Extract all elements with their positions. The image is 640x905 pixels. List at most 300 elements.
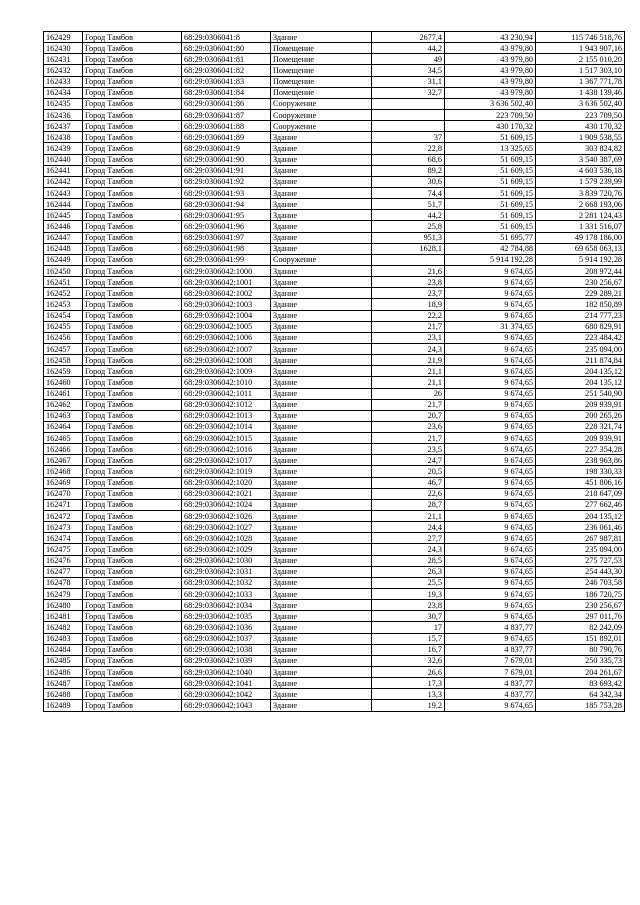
table-row xyxy=(44,221,625,232)
area-cell: 21,1 xyxy=(372,377,445,388)
table-row xyxy=(44,555,625,566)
city-cell: Город Тамбов xyxy=(83,199,182,210)
row-id-cell: 162455 xyxy=(44,321,83,332)
specific-value-cell: 9 674,65 xyxy=(445,566,536,577)
table-row xyxy=(44,232,625,243)
city-cell: Город Тамбов xyxy=(83,455,182,466)
cadastral-value-cell: 303 824,82 xyxy=(536,143,625,154)
cadastral-number-cell: 68:29:0306042:1021 xyxy=(182,488,271,499)
specific-value-cell: 9 674,65 xyxy=(445,421,536,432)
city-cell: Город Тамбов xyxy=(83,410,182,421)
city-cell: Город Тамбов xyxy=(83,388,182,399)
specific-value-cell: 51 609,15 xyxy=(445,132,536,143)
area-cell: 34,5 xyxy=(372,65,445,76)
object-type-cell: Здание xyxy=(271,444,372,455)
row-id-cell: 162489 xyxy=(44,700,83,711)
area-cell: 951,3 xyxy=(372,232,445,243)
table-row xyxy=(44,633,625,644)
row-id-cell: 162460 xyxy=(44,377,83,388)
table-row xyxy=(44,499,625,510)
area-cell: 21,1 xyxy=(372,511,445,522)
city-cell: Город Тамбов xyxy=(83,43,182,54)
cadastral-value-cell: 223 709,50 xyxy=(536,109,625,120)
specific-value-cell: 9 674,65 xyxy=(445,633,536,644)
area-cell: 32,7 xyxy=(372,87,445,98)
specific-value-cell: 42 784,88 xyxy=(445,243,536,254)
city-cell: Город Тамбов xyxy=(83,499,182,510)
specific-value-cell: 223 709,50 xyxy=(445,109,536,120)
table-row xyxy=(44,600,625,611)
cadastral-number-cell: 68:29:0306042:1024 xyxy=(182,499,271,510)
row-id-cell: 162436 xyxy=(44,109,83,120)
table-row xyxy=(44,577,625,588)
cadastral-value-cell: 80 790,76 xyxy=(536,644,625,655)
cadastral-value-cell: 250 335,73 xyxy=(536,655,625,666)
city-cell: Город Тамбов xyxy=(83,109,182,120)
cadastral-number-cell: 68:29:0306042:1003 xyxy=(182,299,271,310)
table-row xyxy=(44,199,625,210)
table-row xyxy=(44,132,625,143)
city-cell: Город Тамбов xyxy=(83,321,182,332)
row-id-cell: 162443 xyxy=(44,187,83,198)
object-type-cell: Здание xyxy=(271,32,372,43)
city-cell: Город Тамбов xyxy=(83,310,182,321)
cadastral-number-cell: 68:29:0306041:89 xyxy=(182,132,271,143)
cadastral-number-cell: 68:29:0306041:99 xyxy=(182,254,271,265)
city-cell: Город Тамбов xyxy=(83,433,182,444)
table-row xyxy=(44,477,625,488)
cadastral-number-cell: 68:29:0306042:1032 xyxy=(182,577,271,588)
row-id-cell: 162445 xyxy=(44,210,83,221)
cadastral-value-cell: 2 668 193,06 xyxy=(536,199,625,210)
cadastral-number-cell: 68:29:0306041:91 xyxy=(182,165,271,176)
cadastral-value-cell: 185 753,28 xyxy=(536,700,625,711)
object-type-cell: Здание xyxy=(271,221,372,232)
area-cell: 24,4 xyxy=(372,522,445,533)
specific-value-cell: 51 695,77 xyxy=(445,232,536,243)
city-cell: Город Тамбов xyxy=(83,421,182,432)
object-type-cell: Здание xyxy=(271,488,372,499)
table-row xyxy=(44,65,625,76)
specific-value-cell: 9 674,65 xyxy=(445,399,536,410)
specific-value-cell: 51 609,15 xyxy=(445,165,536,176)
specific-value-cell: 9 674,65 xyxy=(445,288,536,299)
city-cell: Город Тамбов xyxy=(83,589,182,600)
specific-value-cell: 43 979,80 xyxy=(445,76,536,87)
table-row xyxy=(44,511,625,522)
table-row xyxy=(44,121,625,132)
specific-value-cell: 43 979,80 xyxy=(445,87,536,98)
table-row xyxy=(44,700,625,711)
cadastral-value-cell: 200 265,26 xyxy=(536,410,625,421)
area-cell: 19,3 xyxy=(372,589,445,600)
object-type-cell: Здание xyxy=(271,466,372,477)
area-cell: 16,7 xyxy=(372,644,445,655)
area-cell: 30,6 xyxy=(372,176,445,187)
area-cell: 15,7 xyxy=(372,633,445,644)
object-type-cell: Здание xyxy=(271,555,372,566)
row-id-cell: 162469 xyxy=(44,477,83,488)
object-type-cell: Здание xyxy=(271,577,372,588)
cadastral-number-cell: 68:29:0306042:1042 xyxy=(182,689,271,700)
cadastral-value-cell: 227 354,28 xyxy=(536,444,625,455)
object-type-cell: Здание xyxy=(271,176,372,187)
area-cell: 21,1 xyxy=(372,366,445,377)
object-type-cell: Здание xyxy=(271,321,372,332)
cadastral-number-cell: 68:29:0306042:1016 xyxy=(182,444,271,455)
cadastral-value-cell: 1 331 516,07 xyxy=(536,221,625,232)
city-cell: Город Тамбов xyxy=(83,444,182,455)
specific-value-cell: 9 674,65 xyxy=(445,533,536,544)
specific-value-cell: 9 674,65 xyxy=(445,499,536,510)
cadastral-value-cell: 82 242,09 xyxy=(536,622,625,633)
area-cell: 23,7 xyxy=(372,288,445,299)
cadastral-value-table xyxy=(43,31,625,712)
cadastral-number-cell: 68:29:0306042:1040 xyxy=(182,667,271,678)
city-cell: Город Тамбов xyxy=(83,187,182,198)
cadastral-number-cell: 68:29:0306042:1006 xyxy=(182,332,271,343)
city-cell: Город Тамбов xyxy=(83,176,182,187)
object-type-cell: Сооружение xyxy=(271,254,372,265)
cadastral-number-cell: 68:29:0306041:87 xyxy=(182,109,271,120)
row-id-cell: 162452 xyxy=(44,288,83,299)
specific-value-cell: 9 674,65 xyxy=(445,477,536,488)
cadastral-value-cell: 218 647,09 xyxy=(536,488,625,499)
cadastral-number-cell: 68:29:0306041:86 xyxy=(182,98,271,109)
cadastral-value-cell: 115 746 518,76 xyxy=(536,32,625,43)
city-cell: Город Тамбов xyxy=(83,265,182,276)
area-cell: 31,1 xyxy=(372,76,445,87)
cadastral-value-cell: 2 281 124,43 xyxy=(536,210,625,221)
city-cell: Город Тамбов xyxy=(83,332,182,343)
row-id-cell: 162447 xyxy=(44,232,83,243)
table-row xyxy=(44,522,625,533)
table-row xyxy=(44,444,625,455)
table-row xyxy=(44,421,625,432)
specific-value-cell: 3 636 502,40 xyxy=(445,98,536,109)
object-type-cell: Помещение xyxy=(271,43,372,54)
cadastral-number-cell: 68:29:0306042:1001 xyxy=(182,277,271,288)
cadastral-number-cell: 68:29:0306041:98 xyxy=(182,243,271,254)
specific-value-cell: 9 674,65 xyxy=(445,522,536,533)
cadastral-number-cell: 68:29:0306042:1008 xyxy=(182,355,271,366)
table-row xyxy=(44,566,625,577)
cadastral-value-cell: 228 321,74 xyxy=(536,421,625,432)
object-type-cell: Здание xyxy=(271,689,372,700)
cadastral-value-cell: 297 011,76 xyxy=(536,611,625,622)
row-id-cell: 162475 xyxy=(44,544,83,555)
cadastral-number-cell: 68:29:0306042:1029 xyxy=(182,544,271,555)
row-id-cell: 162444 xyxy=(44,199,83,210)
specific-value-cell: 4 837,77 xyxy=(445,622,536,633)
specific-value-cell: 9 674,65 xyxy=(445,410,536,421)
specific-value-cell: 9 674,65 xyxy=(445,589,536,600)
row-id-cell: 162466 xyxy=(44,444,83,455)
city-cell: Город Тамбов xyxy=(83,399,182,410)
object-type-cell: Здание xyxy=(271,154,372,165)
row-id-cell: 162438 xyxy=(44,132,83,143)
specific-value-cell: 51 609,15 xyxy=(445,199,536,210)
table-row xyxy=(44,243,625,254)
city-cell: Город Тамбов xyxy=(83,143,182,154)
object-type-cell: Сооружение xyxy=(271,98,372,109)
cadastral-value-cell: 204 135,12 xyxy=(536,511,625,522)
row-id-cell: 162462 xyxy=(44,399,83,410)
city-cell: Город Тамбов xyxy=(83,98,182,109)
object-type-cell: Сооружение xyxy=(271,109,372,120)
specific-value-cell: 9 674,65 xyxy=(445,299,536,310)
object-type-cell: Здание xyxy=(271,589,372,600)
cadastral-number-cell: 68:29:0306041:84 xyxy=(182,87,271,98)
object-type-cell: Помещение xyxy=(271,76,372,87)
cadastral-number-cell: 68:29:0306041:81 xyxy=(182,54,271,65)
cadastral-value-cell: 3 636 502,40 xyxy=(536,98,625,109)
cadastral-value-cell: 3 540 387,69 xyxy=(536,154,625,165)
area-cell: 32,6 xyxy=(372,655,445,666)
table-row xyxy=(44,254,625,265)
cadastral-value-cell: 2 155 010,20 xyxy=(536,54,625,65)
cadastral-value-cell: 238 963,86 xyxy=(536,455,625,466)
specific-value-cell: 7 679,01 xyxy=(445,667,536,678)
city-cell: Город Тамбов xyxy=(83,689,182,700)
cadastral-number-cell: 68:29:0306042:1004 xyxy=(182,310,271,321)
table-row xyxy=(44,355,625,366)
city-cell: Город Тамбов xyxy=(83,299,182,310)
object-type-cell: Здание xyxy=(271,655,372,666)
row-id-cell: 162468 xyxy=(44,466,83,477)
specific-value-cell: 9 674,65 xyxy=(445,455,536,466)
table-row xyxy=(44,667,625,678)
cadastral-number-cell: 68:29:0306041:83 xyxy=(182,76,271,87)
table-row xyxy=(44,410,625,421)
cadastral-number-cell: 68:29:0306041:92 xyxy=(182,176,271,187)
row-id-cell: 162476 xyxy=(44,555,83,566)
specific-value-cell: 9 674,65 xyxy=(445,511,536,522)
cadastral-number-cell: 68:29:0306041:90 xyxy=(182,154,271,165)
object-type-cell: Здание xyxy=(271,332,372,343)
object-type-cell: Здание xyxy=(271,700,372,711)
area-cell: 23,8 xyxy=(372,277,445,288)
table-row xyxy=(44,187,625,198)
city-cell: Город Тамбов xyxy=(83,678,182,689)
cadastral-value-cell: 208 972,44 xyxy=(536,265,625,276)
row-id-cell: 162454 xyxy=(44,310,83,321)
object-type-cell: Здание xyxy=(271,511,372,522)
table-row xyxy=(44,299,625,310)
city-cell: Город Тамбов xyxy=(83,655,182,666)
area-cell xyxy=(372,121,445,132)
object-type-cell: Здание xyxy=(271,377,372,388)
city-cell: Город Тамбов xyxy=(83,577,182,588)
table-row xyxy=(44,32,625,43)
cadastral-value-cell: 254 443,30 xyxy=(536,566,625,577)
specific-value-cell: 51 609,15 xyxy=(445,176,536,187)
cadastral-number-cell: 68:29:0306042:1005 xyxy=(182,321,271,332)
area-cell xyxy=(372,98,445,109)
cadastral-number-cell: 68:29:0306042:1013 xyxy=(182,410,271,421)
object-type-cell: Здание xyxy=(271,477,372,488)
object-type-cell: Здание xyxy=(271,199,372,210)
table-row xyxy=(44,622,625,633)
city-cell: Город Тамбов xyxy=(83,65,182,76)
row-id-cell: 162465 xyxy=(44,433,83,444)
cadastral-value-cell: 246 703,58 xyxy=(536,577,625,588)
area-cell: 2677,4 xyxy=(372,32,445,43)
row-id-cell: 162432 xyxy=(44,65,83,76)
row-id-cell: 162480 xyxy=(44,600,83,611)
table-row xyxy=(44,210,625,221)
city-cell: Город Тамбов xyxy=(83,488,182,499)
object-type-cell: Здание xyxy=(271,210,372,221)
object-type-cell: Здание xyxy=(271,633,372,644)
cadastral-value-cell: 223 484,42 xyxy=(536,332,625,343)
object-type-cell: Здание xyxy=(271,366,372,377)
specific-value-cell: 9 674,65 xyxy=(445,611,536,622)
area-cell: 24,3 xyxy=(372,343,445,354)
object-type-cell: Здание xyxy=(271,343,372,354)
table-row xyxy=(44,43,625,54)
cadastral-value-cell: 1 909 538,55 xyxy=(536,132,625,143)
specific-value-cell: 9 674,65 xyxy=(445,544,536,555)
cadastral-number-cell: 68:29:0306042:1030 xyxy=(182,555,271,566)
area-cell: 17 xyxy=(372,622,445,633)
area-cell: 23,1 xyxy=(372,332,445,343)
specific-value-cell: 9 674,65 xyxy=(445,577,536,588)
cadastral-value-cell: 204 135,12 xyxy=(536,366,625,377)
city-cell: Город Тамбов xyxy=(83,477,182,488)
object-type-cell: Здание xyxy=(271,299,372,310)
object-type-cell: Здание xyxy=(271,265,372,276)
specific-value-cell: 9 674,65 xyxy=(445,377,536,388)
row-id-cell: 162470 xyxy=(44,488,83,499)
area-cell: 21,6 xyxy=(372,265,445,276)
cadastral-number-cell: 68:29:0306042:1026 xyxy=(182,511,271,522)
city-cell: Город Тамбов xyxy=(83,667,182,678)
cadastral-number-cell: 68:29:0306042:1012 xyxy=(182,399,271,410)
row-id-cell: 162449 xyxy=(44,254,83,265)
cadastral-number-cell: 68:29:0306042:1043 xyxy=(182,700,271,711)
row-id-cell: 162441 xyxy=(44,165,83,176)
object-type-cell: Здание xyxy=(271,187,372,198)
specific-value-cell: 43 979,80 xyxy=(445,65,536,76)
row-id-cell: 162433 xyxy=(44,76,83,87)
cadastral-value-cell: 209 939,91 xyxy=(536,399,625,410)
specific-value-cell: 9 674,65 xyxy=(445,555,536,566)
row-id-cell: 162456 xyxy=(44,332,83,343)
object-type-cell: Здание xyxy=(271,399,372,410)
city-cell: Город Тамбов xyxy=(83,243,182,254)
area-cell: 51,7 xyxy=(372,199,445,210)
row-id-cell: 162431 xyxy=(44,54,83,65)
cadastral-value-cell: 680 829,91 xyxy=(536,321,625,332)
object-type-cell: Помещение xyxy=(271,87,372,98)
area-cell: 25,5 xyxy=(372,577,445,588)
cadastral-number-cell: 68:29:0306042:1035 xyxy=(182,611,271,622)
cadastral-value-cell: 3 839 720,76 xyxy=(536,187,625,198)
specific-value-cell: 4 837,77 xyxy=(445,678,536,689)
cadastral-number-cell: 68:29:0306042:1033 xyxy=(182,589,271,600)
row-id-cell: 162451 xyxy=(44,277,83,288)
cadastral-value-cell: 229 289,21 xyxy=(536,288,625,299)
cadastral-value-cell: 204 135,12 xyxy=(536,377,625,388)
row-id-cell: 162484 xyxy=(44,644,83,655)
cadastral-value-cell: 214 777,23 xyxy=(536,310,625,321)
city-cell: Город Тамбов xyxy=(83,32,182,43)
cadastral-value-cell: 1 579 239,99 xyxy=(536,176,625,187)
cadastral-value-cell: 186 720,75 xyxy=(536,589,625,600)
table-row xyxy=(44,76,625,87)
cadastral-value-cell: 182 850,89 xyxy=(536,299,625,310)
row-id-cell: 162437 xyxy=(44,121,83,132)
cadastral-number-cell: 68:29:0306041:95 xyxy=(182,210,271,221)
cadastral-value-cell: 49 178 186,00 xyxy=(536,232,625,243)
cadastral-number-cell: 68:29:0306042:1031 xyxy=(182,566,271,577)
area-cell: 21,7 xyxy=(372,399,445,410)
row-id-cell: 162487 xyxy=(44,678,83,689)
row-id-cell: 162474 xyxy=(44,533,83,544)
city-cell: Город Тамбов xyxy=(83,611,182,622)
area-cell: 23,5 xyxy=(372,444,445,455)
area-cell: 22,8 xyxy=(372,143,445,154)
city-cell: Город Тамбов xyxy=(83,644,182,655)
cadastral-value-cell: 69 658 063,13 xyxy=(536,243,625,254)
cadastral-number-cell: 68:29:0306042:1002 xyxy=(182,288,271,299)
object-type-cell: Здание xyxy=(271,611,372,622)
city-cell: Город Тамбов xyxy=(83,377,182,388)
object-type-cell: Здание xyxy=(271,232,372,243)
specific-value-cell: 9 674,65 xyxy=(445,310,536,321)
city-cell: Город Тамбов xyxy=(83,343,182,354)
object-type-cell: Здание xyxy=(271,566,372,577)
table-row xyxy=(44,399,625,410)
table-row xyxy=(44,288,625,299)
row-id-cell: 162464 xyxy=(44,421,83,432)
city-cell: Город Тамбов xyxy=(83,566,182,577)
specific-value-cell: 9 674,65 xyxy=(445,355,536,366)
specific-value-cell: 9 674,65 xyxy=(445,488,536,499)
cadastral-number-cell: 68:29:0306042:1036 xyxy=(182,622,271,633)
table-row xyxy=(44,433,625,444)
cadastral-value-cell: 267 987,81 xyxy=(536,533,625,544)
cadastral-value-cell: 209 939,91 xyxy=(536,433,625,444)
object-type-cell: Сооружение xyxy=(271,121,372,132)
cadastral-value-cell: 430 170,32 xyxy=(536,121,625,132)
cadastral-number-cell: 68:29:0306042:1041 xyxy=(182,678,271,689)
object-type-cell: Здание xyxy=(271,600,372,611)
row-id-cell: 162482 xyxy=(44,622,83,633)
cadastral-number-cell: 68:29:0306042:1011 xyxy=(182,388,271,399)
city-cell: Город Тамбов xyxy=(83,700,182,711)
cadastral-number-cell: 68:29:0306041:9 xyxy=(182,143,271,154)
object-type-cell: Помещение xyxy=(271,54,372,65)
area-cell: 21,9 xyxy=(372,355,445,366)
area-cell: 28,7 xyxy=(372,499,445,510)
area-cell: 74,4 xyxy=(372,187,445,198)
specific-value-cell: 9 674,65 xyxy=(445,444,536,455)
area-cell: 27,7 xyxy=(372,533,445,544)
city-cell: Город Тамбов xyxy=(83,87,182,98)
specific-value-cell: 5 914 192,28 xyxy=(445,254,536,265)
area-cell xyxy=(372,254,445,265)
city-cell: Город Тамбов xyxy=(83,254,182,265)
specific-value-cell: 430 170,32 xyxy=(445,121,536,132)
cadastral-value-cell: 1 943 907,16 xyxy=(536,43,625,54)
cadastral-number-cell: 68:29:0306042:1034 xyxy=(182,600,271,611)
specific-value-cell: 51 609,15 xyxy=(445,154,536,165)
table-row xyxy=(44,277,625,288)
cadastral-number-cell: 68:29:0306041:94 xyxy=(182,199,271,210)
area-cell: 22,6 xyxy=(372,488,445,499)
